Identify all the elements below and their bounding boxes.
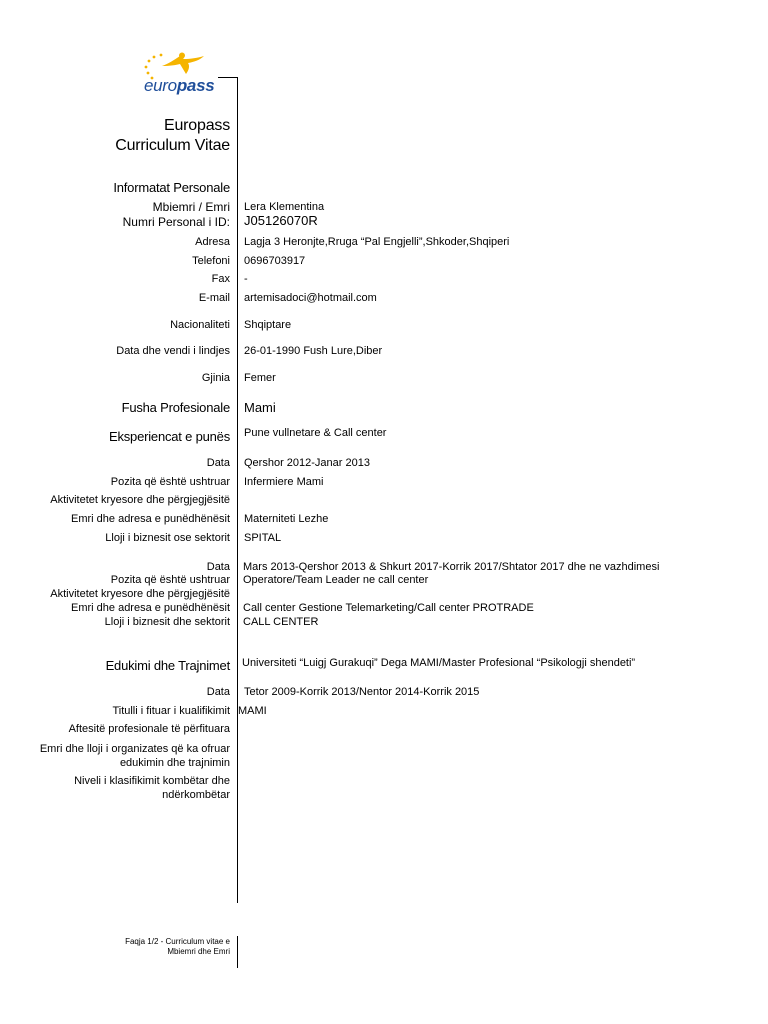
job2-sector-value: CALL CENTER [243, 616, 319, 628]
education-level-label-2: ndërkombëtar [162, 789, 230, 801]
education-heading-value: Universiteti “Luigj Gurakuqi” Dega MAMI/Master Profesional “Psikologji shendeti” [242, 657, 636, 669]
job2-date-label: Data [206, 561, 230, 573]
job1-sector-value: SPITAL [244, 532, 282, 544]
footer-line1: Faqja 1/2 - Curriculum vitae e [125, 937, 230, 946]
id-value: J05126070R [244, 213, 318, 228]
phone-label: Telefoni [192, 255, 230, 267]
job1-position-label: Pozita që është ushtruar [110, 476, 230, 488]
main-vertical-rule [237, 77, 238, 903]
birth-value: 26-01-1990 Fush Lure,Diber [244, 345, 383, 357]
birth-label: Data dhe vendi i lindjes [116, 345, 230, 357]
education-level-label-1: Niveli i klasifikimit kombëtar dhe [74, 775, 230, 787]
job2-date-value: Mars 2013-Qershor 2013 & Shkurt 2017-Korrik 2017/Shtator 2017 dhe ne vazhdimesi [243, 561, 660, 573]
professional-value: Mami [244, 400, 276, 415]
gender-label: Gjinia [201, 372, 230, 384]
job1-activities-label: Aktivitetet kryesore dhe përgjegjësitë [50, 494, 230, 506]
address-label: Adresa [195, 236, 230, 248]
job2-activities-label: Aktivitetet kryesore dhe përgjegjësitë [50, 588, 230, 600]
address-value: Lagja 3 Heronjte,Rruga “Pal Engjelli”,Shkoder,Shqiperi [244, 236, 510, 248]
fax-label: Fax [211, 273, 230, 285]
education-date-value: Tetor 2009-Korrik 2013/Nentor 2014-Korrik 2015 [244, 686, 480, 698]
nationality-label: Nacionaliteti [170, 319, 230, 331]
education-title-value: MAMI [238, 705, 267, 717]
fax-value: - [244, 273, 248, 285]
job1-date-value: Qershor 2012-Janar 2013 [244, 457, 370, 469]
education-org-label-1: Emri dhe lloji i organizates që ka ofruar [39, 743, 230, 755]
email-value: artemisadoci@hotmail.com [244, 292, 377, 304]
job2-employer-value: Call center Gestione Telemarketing/Call center PROTRADE [243, 602, 534, 614]
section-heading-experience: Eksperiencat e punës [108, 429, 230, 444]
id-label: Numri Personal i ID: [122, 215, 230, 229]
job2-position-label: Pozita që është ushtruar [110, 574, 230, 586]
name-value: Lera Klementina [244, 201, 325, 213]
job2-position-value: Operatore/Team Leader ne call center [243, 574, 429, 586]
logo-text-euro: euro [144, 76, 177, 95]
cv-title-line1: Europass [164, 117, 230, 134]
logo-text-pass: pass [176, 76, 215, 95]
footer-vertical-rule [237, 936, 238, 968]
job2-employer-label: Emri dhe adresa e punëdhënësit [71, 602, 230, 614]
nationality-value: Shqiptare [244, 319, 292, 331]
logo-corner-line [218, 77, 237, 78]
section-heading-personal: Informatat Personale [113, 180, 230, 195]
name-label: Mbiemri / Emri [152, 200, 230, 214]
education-date-label: Data [206, 686, 230, 698]
education-skills-label: Aftesitë profesionale të përfituara [68, 723, 230, 735]
section-heading-professional: Fusha Profesionale [121, 400, 230, 415]
experience-heading-value: Pune vullnetare & Call center [244, 427, 387, 439]
europass-wordmark [144, 76, 214, 96]
cv-title-line2: Curriculum Vitae [115, 137, 230, 154]
section-heading-education: Edukimi dhe Trajnimet [105, 658, 230, 673]
education-org-label-2: edukimin dhe trajnimin [119, 757, 230, 769]
education-title-label: Titulli i fituar i kualifikimit [112, 705, 230, 717]
job1-sector-label: Lloji i biznesit ose sektorit [105, 532, 230, 544]
job1-position-value: Infermiere Mami [244, 476, 324, 488]
footer-line2: Mbiemri dhe Emri [167, 947, 230, 956]
job1-employer-value: Materniteti Lezhe [244, 513, 329, 525]
email-label: E-mail [198, 292, 230, 304]
job2-sector-label: Lloji i biznesit dhe sektorit [104, 616, 230, 628]
gender-value: Femer [244, 372, 276, 384]
phone-value: 0696703917 [244, 255, 306, 267]
job1-employer-label: Emri dhe adresa e punëdhënësit [71, 513, 230, 525]
job1-date-label: Data [206, 457, 230, 469]
europass-logo [134, 52, 224, 100]
